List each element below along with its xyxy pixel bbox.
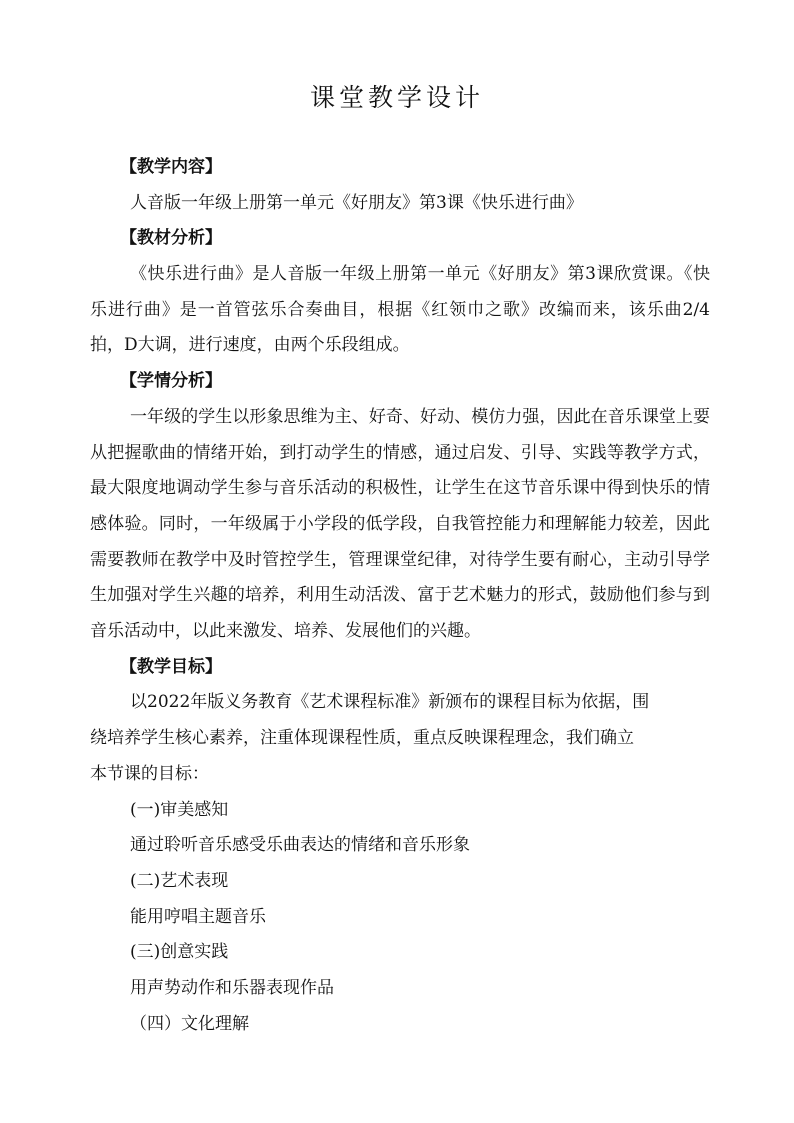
content-text: 人音版一年级上册第一单元《好朋友》第3课《快乐进行曲》 [130,192,583,213]
document-body [90,150,710,1042]
goals-intro-line-3: 本节课的目标： [90,763,209,784]
students-paragraph: 一年级的学生以形象思维为主、好奇、好动、模仿力强，因此在音乐课堂上要从把握歌曲的情绪开始，到打动学生的情感，通过启发、引导、实践等教学方式，最大限度地调动学生参与音乐活动的积极性，让学生在这节音乐课中得到快乐的情感体验。同时，一年级属于小学段的低学段，自我管控能力和理解能力较差，因此需要教师在教学中及时管控学生，管理课堂纪律，对待学生要有耐心，主动引导学生加强对学生兴趣的培养，利用生动活泼、富于艺术魅力的形式，鼓励他们参与到音乐活动中，以此来激发、培养、发展他们的兴趣。 [90,406,710,642]
section-heading-material: 【教材分析】 [120,228,222,249]
goal-text-3: 用声势动作和乐器表现作品 [130,977,334,998]
goal-text-2: 能用哼唱主题音乐 [130,906,266,927]
material-paragraph: 《快乐进行曲》是人音版一年级上册第一单元《好朋友》第3课欣赏课。《快乐进行曲》是一首管弦乐合奏曲目，根据《红领巾之歌》改编而来，该乐曲2/4拍，D大调，进行速度，由两个乐段组成。 [90,264,710,356]
goal-label-2: (二)艺术表现 [130,870,229,891]
goal-text-1: 通过聆听音乐感受乐曲表达的情绪和音乐形象 [130,835,470,856]
goal-label-1: (一)审美感知 [130,799,229,820]
goals-intro-line-2: 绕培养学生核心素养，注重体现课程性质，重点反映课程理念，我们确立 [90,728,634,749]
goal-label-3: (三)创意实践 [130,942,229,963]
section-heading-content: 【教学内容】 [120,157,222,177]
goal-label-4: （四）文化理解 [130,1013,249,1034]
section-heading-students: 【学情分析】 [120,371,222,392]
page-title: 课堂教学设计 [309,83,484,112]
goals-intro-line-1: 以2022年版义务教育《艺术课程标准》新颁布的课程目标为依据，围 [130,692,650,713]
section-heading-goals: 【教学目标】 [120,656,222,677]
